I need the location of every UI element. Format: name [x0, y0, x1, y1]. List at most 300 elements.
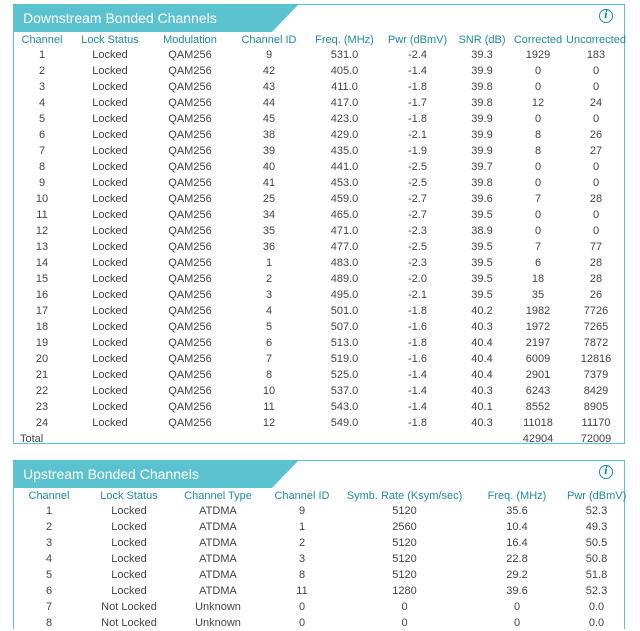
table-cell: 40.4	[471, 353, 493, 365]
table-cell: Locked	[92, 225, 128, 237]
table-cell: 2901	[525, 369, 551, 381]
table-cell: 24	[35, 417, 49, 429]
table-cell: 5120	[392, 569, 417, 581]
table-cell: 4	[265, 305, 273, 317]
table-cell: 39.8	[471, 81, 493, 93]
table-cell: -1.6	[408, 353, 427, 365]
upstream-title: Upstream Bonded Channels	[14, 461, 272, 488]
table-cell: 6009	[525, 353, 551, 365]
table-row	[14, 271, 626, 287]
table-cell: Locked	[111, 553, 147, 565]
table-row	[14, 415, 626, 431]
table-cell: 531.0	[330, 49, 359, 61]
table-cell: 12	[35, 225, 49, 237]
table-cell: Locked	[92, 417, 128, 429]
table-cell: -1.8	[408, 337, 427, 349]
upstream-body	[14, 503, 626, 631]
table-cell: 0	[298, 617, 306, 629]
table-cell: Unknown	[195, 617, 241, 629]
table-cell: 7265	[583, 321, 609, 333]
table-cell: 1	[45, 505, 53, 517]
downstream-panel	[13, 4, 625, 444]
table-cell: QAM256	[168, 225, 212, 237]
table-cell: 42	[262, 65, 276, 77]
table-cell: -2.5	[408, 241, 427, 253]
table-cell: 6	[38, 129, 46, 141]
downstream-header	[14, 5, 624, 32]
table-cell: ATDMA	[199, 537, 237, 549]
upstream-header	[14, 461, 624, 488]
table-cell: 1929	[525, 49, 551, 61]
table-cell: 2	[38, 65, 46, 77]
table-cell: -2.5	[408, 161, 427, 173]
table-cell: 16.4	[506, 537, 528, 549]
table-cell: 40.1	[471, 401, 493, 413]
table-cell: 6	[265, 337, 273, 349]
table-cell: QAM256	[168, 289, 212, 301]
table-cell: Locked	[92, 401, 128, 413]
table-cell: 6	[534, 257, 542, 269]
table-row	[14, 551, 626, 567]
table-cell: QAM256	[168, 305, 212, 317]
table-row	[14, 287, 626, 303]
column-header: Corrected	[513, 33, 563, 46]
table-cell: 2	[45, 521, 53, 533]
table-cell: -1.8	[408, 305, 427, 317]
table-cell: 465.0	[330, 209, 359, 221]
table-cell: QAM256	[168, 193, 212, 205]
downstream-header-row	[14, 32, 626, 47]
table-cell: 9	[298, 505, 306, 517]
table-row	[14, 95, 626, 111]
table-cell: 0	[592, 113, 600, 125]
table-cell: ATDMA	[199, 553, 237, 565]
table-cell: 29.2	[506, 569, 528, 581]
table-cell: 49.3	[585, 521, 608, 533]
column-header: Lock Status	[81, 33, 139, 46]
table-cell: 8	[45, 617, 53, 629]
table-cell: 40.3	[471, 321, 493, 333]
total-label: Total	[20, 433, 44, 445]
table-cell: 507.0	[330, 321, 359, 333]
table-cell: 1	[265, 257, 273, 269]
table-cell: 0	[534, 81, 542, 93]
column-header: Uncorrected	[566, 33, 626, 46]
table-cell: 20	[35, 353, 49, 365]
table-cell: 525.0	[330, 369, 359, 381]
column-header: Pwr (dBmV)	[387, 33, 448, 46]
table-cell: 39.9	[471, 113, 493, 125]
table-cell: 429.0	[330, 129, 359, 141]
table-cell: Locked	[92, 385, 128, 397]
table-cell: 39.9	[471, 129, 493, 141]
table-cell: Locked	[92, 273, 128, 285]
table-cell: 35.6	[506, 505, 528, 517]
table-cell: -2.0	[408, 273, 427, 285]
table-cell: 8	[265, 369, 273, 381]
table-cell: 77	[589, 241, 603, 253]
table-cell: 15	[35, 273, 49, 285]
table-cell: -2.5	[408, 177, 427, 189]
table-cell: 39.8	[471, 177, 493, 189]
table-cell: -2.1	[408, 289, 427, 301]
table-cell: -2.3	[408, 225, 427, 237]
table-cell: 0	[534, 177, 542, 189]
table-cell: 5120	[392, 553, 417, 565]
table-cell: Locked	[92, 129, 128, 141]
table-cell: 0	[592, 209, 600, 221]
table-row	[14, 583, 626, 599]
table-cell: 7	[534, 241, 542, 253]
total-corrected: 42904	[522, 433, 554, 445]
table-cell: 52.3	[585, 585, 608, 597]
table-cell: 18	[35, 321, 49, 333]
table-cell: 405.0	[330, 65, 359, 77]
table-cell: 50.5	[585, 537, 608, 549]
table-cell: 4	[38, 97, 46, 109]
table-cell: 28	[589, 193, 603, 205]
table-row	[14, 63, 626, 79]
table-cell: 3	[45, 537, 53, 549]
table-cell: Locked	[92, 321, 128, 333]
table-cell: 26	[589, 129, 603, 141]
table-cell: 25	[262, 193, 276, 205]
table-cell: -2.1	[408, 129, 427, 141]
table-cell: -1.4	[408, 65, 427, 77]
table-cell: 40.3	[471, 385, 493, 397]
empty-cell	[381, 431, 454, 447]
table-cell: 453.0	[330, 177, 359, 189]
table-row	[14, 159, 626, 175]
table-cell: 8429	[583, 385, 609, 397]
table-cell: 5120	[392, 505, 417, 517]
table-row	[14, 519, 626, 535]
table-row	[14, 239, 626, 255]
table-cell: 39.9	[471, 145, 493, 157]
table-row	[14, 223, 626, 239]
table-cell: 22	[35, 385, 49, 397]
table-cell: -1.8	[408, 417, 427, 429]
table-cell: QAM256	[168, 417, 212, 429]
table-cell: Locked	[111, 569, 147, 581]
table-cell: 10.4	[506, 521, 528, 533]
table-cell: 40	[262, 161, 276, 173]
table-cell: 1	[38, 49, 46, 61]
table-cell: 3	[265, 289, 273, 301]
table-cell: 27	[589, 145, 603, 157]
table-cell: 7	[265, 353, 273, 365]
table-cell: 2560	[392, 521, 417, 533]
table-cell: 6243	[525, 385, 551, 397]
table-cell: QAM256	[168, 209, 212, 221]
table-cell: Locked	[92, 161, 128, 173]
table-cell: 11170	[581, 417, 611, 429]
table-cell: 8905	[583, 401, 609, 413]
table-cell: 40.2	[471, 305, 493, 317]
empty-cell	[308, 431, 381, 447]
column-header: Freq. (MHz)	[315, 33, 374, 46]
table-cell: 501.0	[330, 305, 359, 317]
table-cell: 39.8	[471, 97, 493, 109]
table-cell: Locked	[111, 537, 147, 549]
table-cell: 3	[38, 81, 46, 93]
table-cell: QAM256	[168, 97, 212, 109]
table-cell: QAM256	[168, 321, 212, 333]
table-cell: QAM256	[168, 241, 212, 253]
table-cell: 0	[592, 65, 600, 77]
empty-cell	[150, 431, 230, 447]
table-row	[14, 535, 626, 551]
table-row	[14, 47, 626, 63]
table-cell: 411.0	[331, 81, 358, 93]
table-row	[14, 503, 626, 519]
table-cell: 45	[262, 113, 276, 125]
table-cell: Locked	[92, 145, 128, 157]
table-cell: 24	[589, 97, 603, 109]
column-header: SNR (dB)	[458, 33, 506, 46]
table-cell: QAM256	[168, 145, 212, 157]
table-cell: 40.4	[471, 337, 493, 349]
table-cell: 39.5	[471, 257, 493, 269]
table-cell: QAM256	[168, 337, 212, 349]
table-cell: QAM256	[168, 65, 212, 77]
downstream-body	[14, 47, 626, 447]
table-cell: 14	[35, 257, 49, 269]
table-cell: 8	[534, 129, 542, 141]
table-cell: 40.3	[471, 417, 493, 429]
table-cell: 9	[265, 49, 273, 61]
table-cell: 1280	[392, 585, 417, 597]
table-cell: -2.7	[408, 193, 427, 205]
table-cell: 39.5	[471, 289, 493, 301]
table-cell: 1	[298, 521, 306, 533]
column-header: Channel ID	[274, 489, 330, 502]
table-cell: -2.7	[408, 209, 427, 221]
table-cell: -1.9	[408, 145, 427, 157]
table-row	[14, 567, 626, 583]
table-cell: 519.0	[330, 353, 359, 365]
table-cell: Not Locked	[101, 601, 157, 613]
table-cell: 0.0	[588, 617, 605, 629]
column-header: Channel ID	[241, 33, 297, 46]
table-cell: 52.3	[585, 505, 608, 517]
empty-cell	[70, 431, 150, 447]
table-cell: ATDMA	[199, 521, 237, 533]
table-cell: 22.8	[506, 553, 528, 565]
table-row	[14, 191, 626, 207]
table-cell: QAM256	[168, 273, 212, 285]
table-cell: Locked	[92, 305, 128, 317]
table-cell: 543.0	[330, 401, 359, 413]
table-cell: 417.0	[330, 97, 359, 109]
table-cell: 17	[35, 305, 49, 317]
table-cell: 16	[35, 289, 49, 301]
table-cell: Locked	[111, 505, 147, 517]
table-cell: 7	[38, 145, 46, 157]
table-cell: 483.0	[330, 257, 359, 269]
table-cell: 489.0	[330, 273, 359, 285]
table-cell: 5	[45, 569, 53, 581]
table-cell: 5	[38, 113, 46, 125]
table-cell: 2197	[525, 337, 551, 349]
table-row	[14, 143, 626, 159]
table-cell: 23	[35, 401, 49, 413]
table-cell: Unknown	[195, 601, 241, 613]
table-cell: Locked	[92, 337, 128, 349]
table-cell: QAM256	[168, 177, 212, 189]
table-cell: 0	[534, 161, 542, 173]
table-cell: -1.8	[408, 81, 427, 93]
table-cell: 477.0	[330, 241, 359, 253]
column-header: Modulation	[163, 33, 217, 46]
table-row	[14, 319, 626, 335]
table-cell: 0	[534, 65, 542, 77]
downstream-title: Downstream Bonded Channels	[14, 5, 272, 32]
table-cell: 12816	[580, 353, 612, 365]
table-cell: Locked	[92, 97, 128, 109]
table-cell: 0	[592, 161, 600, 173]
table-cell: 39.5	[471, 241, 493, 253]
table-cell: 39.6	[471, 193, 493, 205]
table-cell: -2.3	[408, 257, 427, 269]
table-row	[14, 127, 626, 143]
table-cell: QAM256	[168, 353, 212, 365]
table-cell: Locked	[92, 241, 128, 253]
table-cell: 5120	[392, 537, 417, 549]
table-cell: 10	[35, 193, 49, 205]
table-cell: 10	[262, 385, 276, 397]
table-row	[14, 303, 626, 319]
table-cell: 7872	[583, 337, 609, 349]
column-header: Lock Status	[100, 489, 158, 502]
table-cell: Not Locked	[101, 617, 157, 629]
table-cell: 44	[262, 97, 276, 109]
table-row	[14, 335, 626, 351]
table-cell: 495.0	[330, 289, 359, 301]
table-cell: 0	[592, 225, 600, 237]
table-cell: -1.7	[408, 97, 427, 109]
table-cell: 8	[38, 161, 46, 173]
table-cell: 11	[36, 209, 48, 221]
table-cell: 1972	[525, 321, 551, 333]
table-row	[14, 175, 626, 191]
table-cell: 0	[513, 617, 521, 629]
table-row	[14, 351, 626, 367]
table-cell: 423.0	[330, 113, 359, 125]
table-cell: 11018	[523, 417, 553, 429]
table-cell: 13	[35, 241, 49, 253]
table-cell: Locked	[92, 193, 128, 205]
table-cell: 0	[534, 225, 542, 237]
upstream-panel	[13, 460, 625, 629]
table-cell: 12	[531, 97, 545, 109]
table-cell: -2.4	[408, 49, 427, 61]
table-cell: ATDMA	[199, 569, 237, 581]
empty-cell	[454, 431, 510, 447]
table-cell: 12	[262, 417, 276, 429]
table-cell: -1.4	[408, 369, 427, 381]
table-cell: 2	[298, 537, 306, 549]
total-row	[14, 431, 626, 447]
table-cell: Locked	[92, 113, 128, 125]
info-icon[interactable]: i	[599, 9, 613, 23]
table-cell: Locked	[92, 257, 128, 269]
table-cell: 39.5	[471, 209, 493, 221]
table-cell: Locked	[92, 369, 128, 381]
table-cell: 8	[534, 145, 542, 157]
table-cell: 34	[262, 209, 276, 221]
table-cell: 19	[35, 337, 49, 349]
table-cell: ATDMA	[199, 505, 237, 517]
table-cell: 471.0	[330, 225, 359, 237]
table-cell: Locked	[92, 81, 128, 93]
column-header: Channel Type	[184, 489, 252, 502]
table-cell: Locked	[92, 353, 128, 365]
column-header: Freq. (MHz)	[487, 489, 547, 502]
table-cell: Locked	[111, 521, 147, 533]
table-cell: 0.0	[588, 601, 605, 613]
column-header: Channel	[21, 33, 63, 46]
table-cell: 0	[592, 177, 600, 189]
info-icon[interactable]: i	[599, 465, 613, 479]
table-cell: 39.5	[471, 273, 493, 285]
table-cell: 459.0	[330, 193, 359, 205]
table-cell: 435.0	[330, 145, 359, 157]
table-cell: 6	[45, 585, 53, 597]
downstream-table	[14, 32, 626, 447]
table-cell: -1.4	[408, 385, 427, 397]
table-cell: 28	[589, 273, 603, 285]
table-cell: 0	[513, 601, 521, 613]
table-cell: 40.4	[471, 369, 493, 381]
table-cell: QAM256	[168, 369, 212, 381]
table-cell: QAM256	[168, 113, 212, 125]
table-cell: 35	[531, 289, 545, 301]
table-cell: QAM256	[168, 81, 212, 93]
column-header: Channel	[28, 489, 70, 502]
column-header: Pwr (dBmV)	[567, 489, 627, 502]
table-cell: 183	[586, 49, 606, 61]
table-cell: 0	[534, 113, 542, 125]
table-row	[14, 399, 626, 415]
table-cell: 549.0	[330, 417, 359, 429]
upstream-table	[14, 488, 626, 631]
table-cell: 2	[265, 273, 273, 285]
table-cell: -1.6	[408, 321, 427, 333]
table-cell: 38	[262, 129, 276, 141]
table-cell: Locked	[92, 49, 128, 61]
table-cell: Locked	[92, 65, 128, 77]
table-cell: 7	[534, 193, 542, 205]
table-cell: QAM256	[168, 129, 212, 141]
table-cell: 0	[534, 209, 542, 221]
table-cell: 0	[592, 81, 600, 93]
table-cell: Locked	[92, 289, 128, 301]
table-cell: Locked	[92, 177, 128, 189]
table-row	[14, 207, 626, 223]
table-cell: 35	[262, 225, 276, 237]
table-cell: 41	[262, 177, 276, 189]
table-cell: 11	[296, 585, 308, 597]
table-cell: 7	[45, 601, 53, 613]
table-cell: QAM256	[168, 49, 212, 61]
table-cell: 7726	[583, 305, 609, 317]
table-cell: -1.4	[408, 401, 427, 413]
table-cell: 21	[35, 369, 49, 381]
table-cell: 39	[262, 145, 276, 157]
table-row	[14, 599, 626, 615]
table-row	[14, 255, 626, 271]
